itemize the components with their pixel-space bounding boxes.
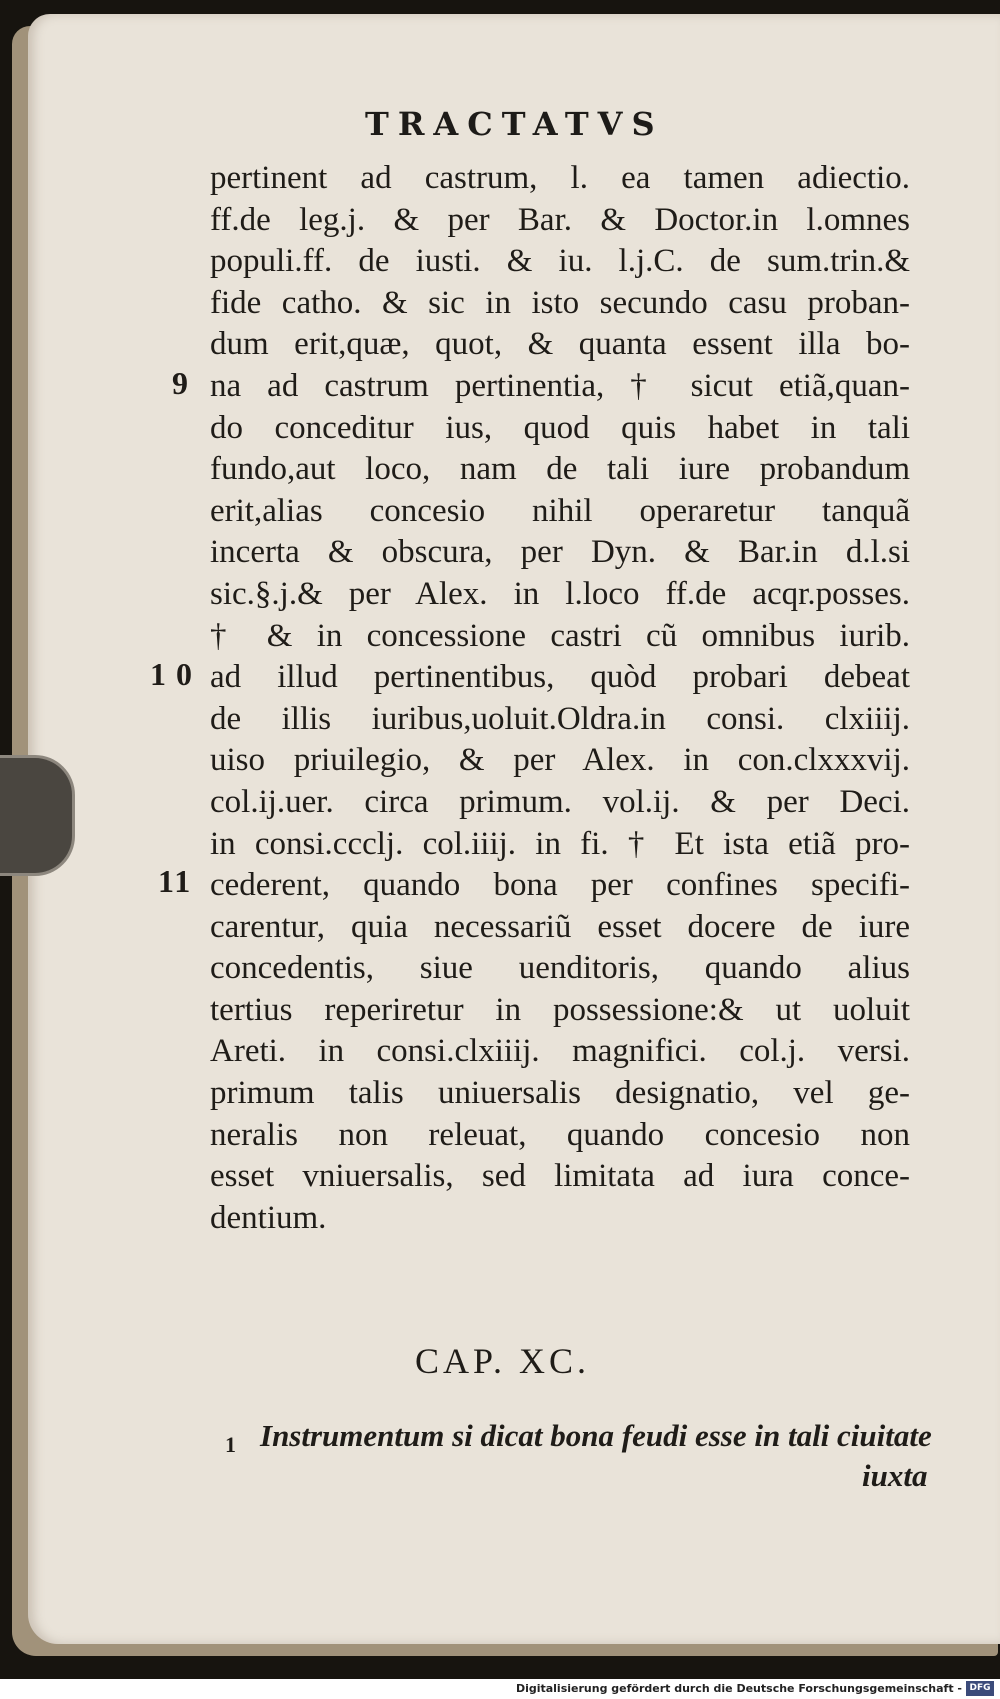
text-line: pertinent ad castrum, l. ea tamen adiectio. — [210, 160, 910, 196]
margin-number-11: 11 — [158, 863, 193, 899]
text-line: col.ij.uer. circa primum. vol.ij. & per Deci. — [210, 783, 910, 820]
text-line: esset vniuersalis, sed limitata ad iura conce- — [210, 1158, 910, 1195]
text-line: dum erit,quæ, quot, & quanta essent illa bo- — [210, 326, 910, 363]
text-line: concedentis, siue uenditoris, quando alius — [210, 950, 910, 987]
running-head: TRACTATVS — [365, 105, 664, 143]
text-line: fundo,aut loco, nam de tali iure probandum — [210, 451, 910, 488]
text-line: na ad castrum pertinentia, † sicut etiã,quan- — [210, 367, 910, 404]
funding-credit: Digitalisierung gefördert durch die Deutsche Forschungsgemeinschaft - — [515, 1682, 962, 1695]
chapter-summary: Instrumentum si dicat bona feudi esse in tali ciuitate — [260, 1418, 932, 1453]
text-line: primum talis uniuersalis designatio, vel ge- — [210, 1075, 910, 1112]
text-line: erit,alias concesio nihil operaretur tanquã — [210, 492, 910, 529]
text-line: ff.de leg.j. & per Bar. & Doctor.in l.omnes — [210, 201, 910, 238]
text-line: dentium. — [210, 1199, 327, 1236]
body-text — [210, 158, 910, 1239]
text-line: fide catho. & sic in isto secundo casu proban- — [210, 284, 910, 321]
text-line: uiso priuilegio, & per Alex. in con.clxxxvij. — [210, 742, 910, 779]
text-line: † & in concessione castri cũ omnibus iurib. — [210, 617, 910, 654]
text-line: sic.§.j.& per Alex. in l.loco ff.de acqr.posses. — [210, 575, 910, 612]
catchword: iuxta — [862, 1458, 928, 1493]
text-line: carentur, quia necessariũ esset docere de iure — [210, 908, 910, 945]
text-line: de illis iuribus,uoluit.Oldra.in consi. clxiiij. — [210, 700, 910, 737]
dfg-logo: DFG — [966, 1681, 994, 1696]
text-line: Areti. in consi.clxiiij. magnifici. col.j. versi. — [210, 1033, 910, 1070]
margin-number-10: 10 — [150, 656, 202, 692]
summary-number: 1 — [225, 1432, 236, 1457]
text-line: do conceditur ius, quod quis habet in tali — [210, 409, 910, 446]
binding-clasp — [0, 755, 75, 876]
text-line: in consi.ccclj. col.iiij. in fi. † Et ista etiã pro- — [210, 825, 910, 862]
text-line: incerta & obscura, per Dyn. & Bar.in d.l.si — [210, 534, 910, 571]
text-line: cederent, quando bona per confines specifi- — [210, 867, 910, 904]
text-line: ad illud pertinentibus, quòd probari debeat — [210, 659, 910, 696]
text-line: populi.ff. de iusti. & iu. l.j.C. de sum.trin.& — [210, 243, 910, 280]
text-line: neralis non releuat, quando concesio non — [210, 1116, 910, 1153]
margin-number-9: 9 — [172, 365, 188, 401]
chapter-heading: CAP. XC. — [415, 1341, 591, 1381]
text-line: tertius reperiretur in possessione:& ut uoluit — [210, 991, 910, 1028]
